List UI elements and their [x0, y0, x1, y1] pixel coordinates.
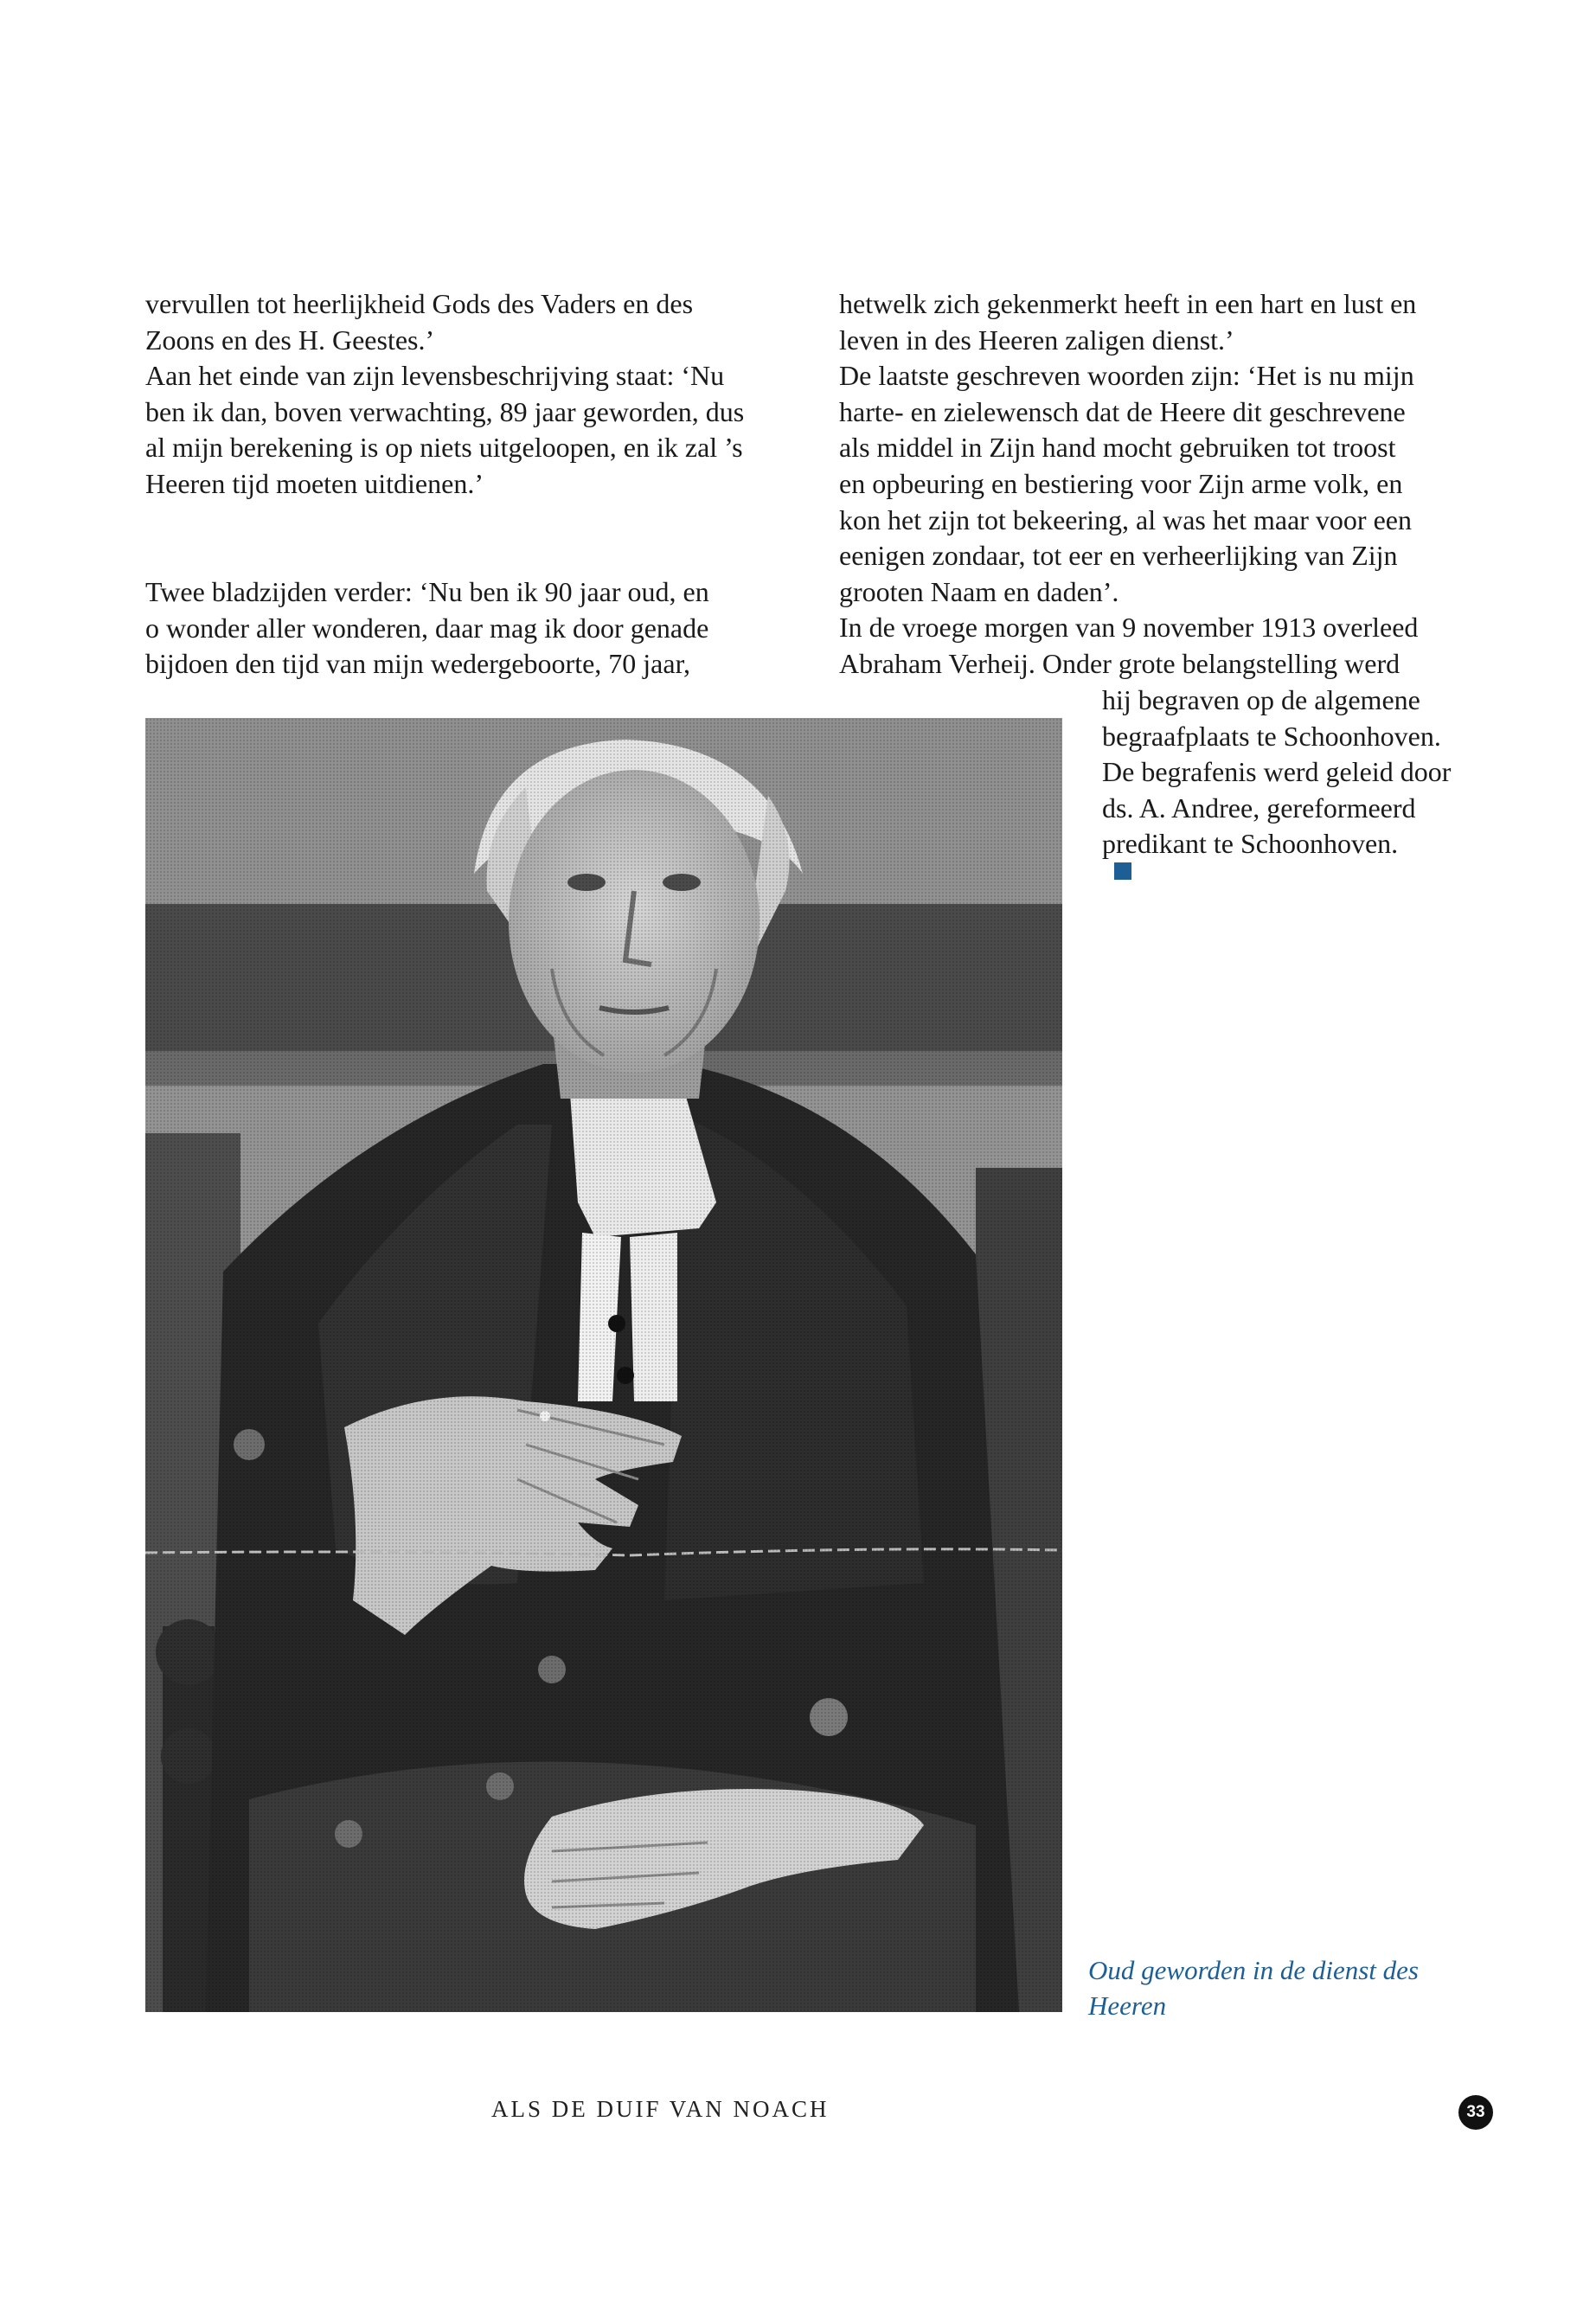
text-line: In de vroege morgen van 9 november 1913 overleed	[839, 612, 1419, 644]
text-line: vervullen tot heerlijkheid Gods des Vaders en des	[145, 288, 694, 319]
text-line: kon het zijn tot bekeering, al was het maar voor een	[839, 503, 1412, 535]
text-line: hetwelk zich gekenmerkt heeft in een hart en lust en	[839, 288, 1417, 319]
text-line: grooten Naam en daden’.	[839, 575, 1119, 607]
text-line: harte- en zielewensch dat de Heere dit geschrevene	[839, 395, 1406, 427]
text-column-left-paragraph-2	[145, 574, 709, 683]
caption-line: Heeren	[1088, 1990, 1167, 2021]
text-line: leven in des Heeren zaligen dienst.’	[839, 324, 1234, 356]
portrait-photo	[145, 718, 1062, 2012]
text-column-left-paragraph-1	[145, 286, 744, 503]
running-footer-title: ALS DE DUIF VAN NOACH	[491, 2096, 830, 2122]
text-line-last	[1102, 826, 1451, 880]
text-line: Abraham Verheij. Onder grote belangstelling werd	[839, 647, 1401, 679]
text-line: ds. A. Andree, gereformeerd	[1102, 792, 1416, 824]
figure-caption	[1088, 1952, 1419, 2023]
text-line: en opbeuring en bestiering voor Zijn arme volk, en	[839, 467, 1403, 499]
text-line: eenigen zondaar, tot eer en verheerlijking van Zijn	[839, 540, 1398, 572]
text-line: hij begraven op de algemene	[1102, 684, 1420, 715]
text-column-right-paragraph-2	[1102, 683, 1451, 880]
end-of-article-square-icon	[1114, 862, 1131, 880]
text-line: Heeren tijd moeten uitdienen.’	[145, 467, 484, 499]
text-line: als middel in Zijn hand mocht gebruiken tot troost	[839, 432, 1396, 464]
page-number-badge: 33	[1458, 2095, 1493, 2130]
text-line-last-text: predikant te Schoonhoven.	[1102, 828, 1399, 860]
text-line: De begrafenis werd geleid door	[1102, 756, 1452, 788]
text-column-right-paragraph-1	[839, 286, 1418, 683]
caption-line: Oud geworden in de dienst des	[1088, 1955, 1419, 1985]
text-line: bijdoen den tijd van mijn wedergeboorte, 70 jaar,	[145, 648, 690, 680]
text-line: Twee bladzijden verder: ‘Nu ben ik 90 jaar oud, en	[145, 576, 709, 607]
text-line: ben ik dan, boven verwachting, 89 jaar geworden, dus	[145, 395, 745, 427]
text-line: De laatste geschreven woorden zijn: ‘Het is nu mijn	[839, 360, 1414, 392]
text-line: begraafplaats te Schoonhoven.	[1102, 720, 1441, 752]
text-line: Aan het einde van zijn levensbeschrijving staat: ‘Nu	[145, 360, 725, 392]
text-line: o wonder aller wonderen, daar mag ik door genade	[145, 612, 709, 644]
text-line: Zoons en des H. Geestes.’	[145, 324, 435, 356]
text-line: al mijn berekening is op niets uitgeloopen, en ik zal ’s	[145, 432, 743, 464]
